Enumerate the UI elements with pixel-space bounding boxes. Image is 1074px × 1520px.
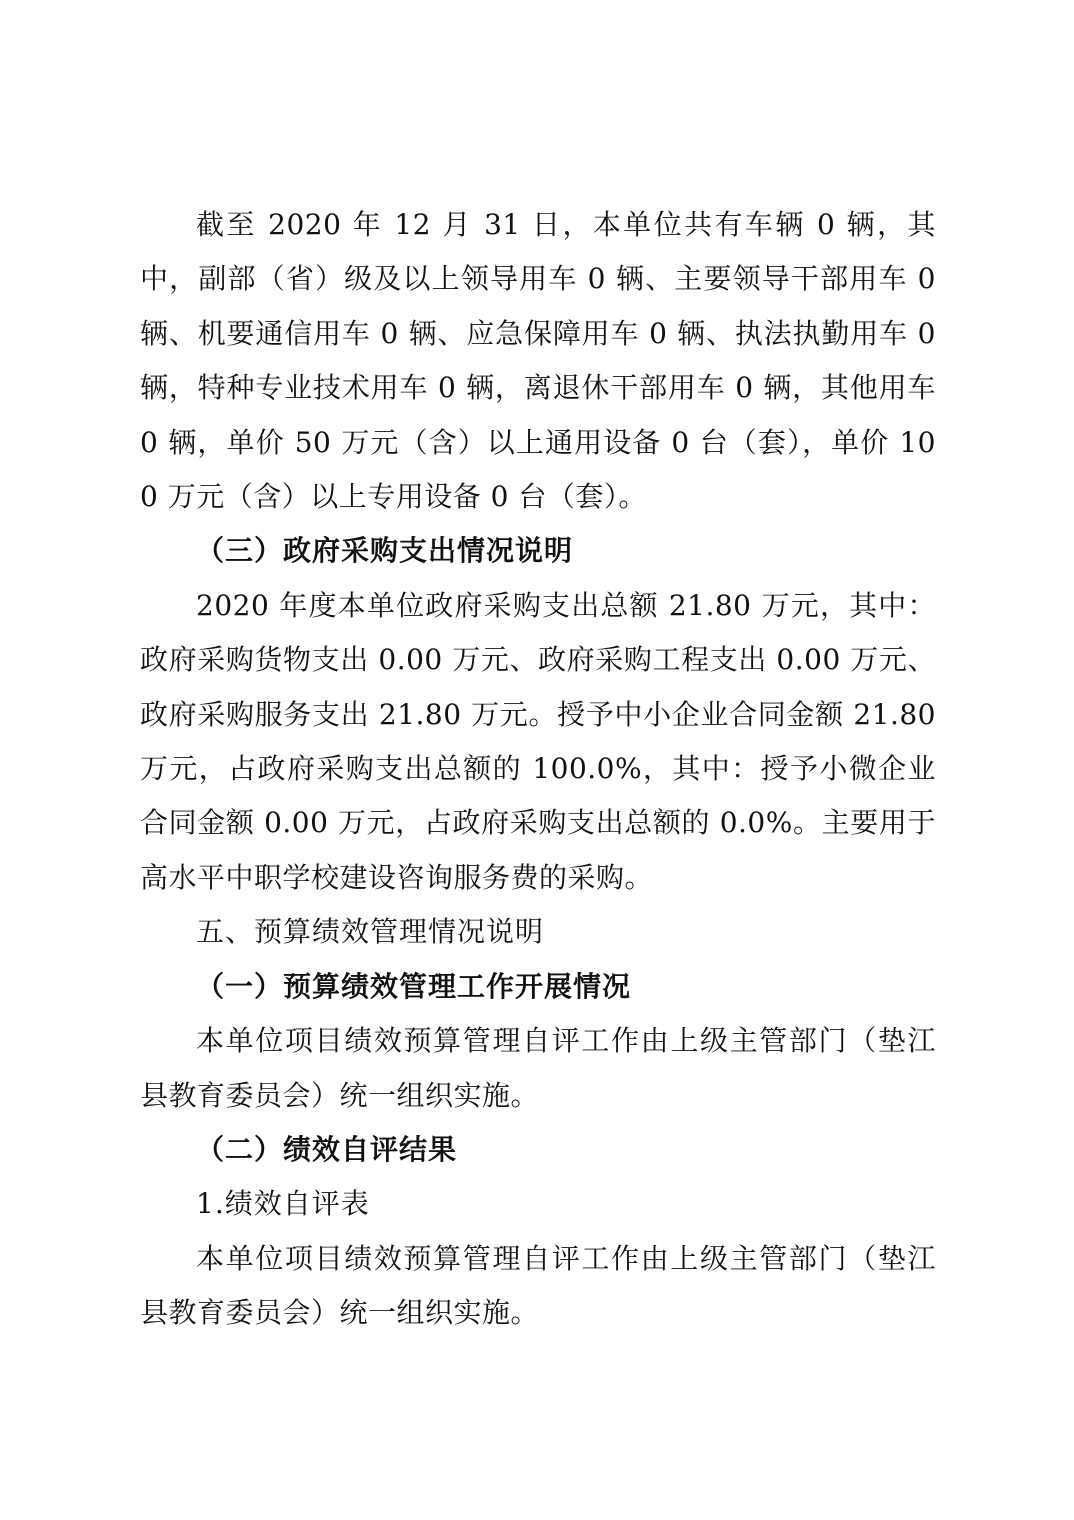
document-body <box>140 198 936 1341</box>
vehicles-paragraph: 截至 2020 年 12 月 31 日，本单位共有车辆 0 辆，其中，副部（省）级及以上领导用车 0 辆、主要领导干部用车 0 辆、机要通信用车 0 辆、应急保障用车 0 辆、执法执勤用车 0 辆，特种专业技术用车 0 辆，离退休干部用车 0 辆，其他用车 0 辆，单价 50 万元（含）以上通用设备 0 台（套），单价 100 万元（含）以上专用设备 0 台（套）。 <box>140 208 936 514</box>
self-evaluation-paragraph: 本单位项目绩效预算管理自评工作由上级主管部门（垫江县教育委员会）统一组织实施。 <box>140 1241 936 1330</box>
performance-section-heading: 五、预算绩效管理情况说明 <box>196 915 545 949</box>
procurement-heading: （三）政府采购支出情况说明 <box>196 534 574 568</box>
performance-work-paragraph: 本单位项目绩效预算管理自评工作由上级主管部门（垫江县教育委员会）统一组织实施。 <box>140 1024 936 1112</box>
self-evaluation-table-heading: 1.绩效自评表 <box>196 1187 370 1221</box>
self-evaluation-heading: （二）绩效自评结果 <box>196 1132 458 1166</box>
performance-work-heading: （一）预算绩效管理工作开展情况 <box>196 969 632 1003</box>
procurement-paragraph: 2020 年度本单位政府采购支出总额 21.80 万元，其中：政府采购货物支出 0.00 万元、政府采购工程支出 0.00 万元、政府采购服务支出 21.80 万元。授予中小企业合同金额 21.80 万元，占政府采购支出总额的 100.0%，其中：授予小微企业合同金额 0.00 万元，占政府采购支出总额的 0.0%。主要用于高水平中职学校建设咨询服务费的采购。 <box>140 588 936 894</box>
